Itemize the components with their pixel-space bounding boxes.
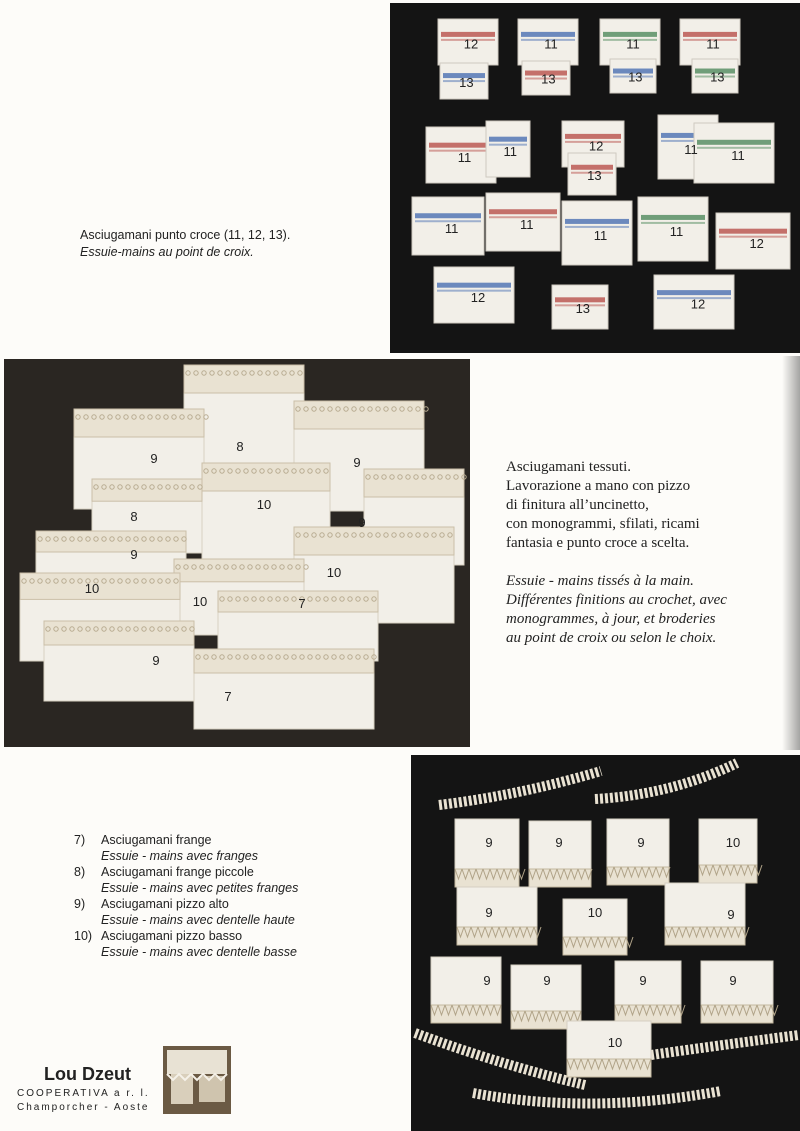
towel-number-label: 9: [555, 835, 563, 850]
towel-number-label: 11: [457, 149, 472, 165]
caption-cross-stitch: [80, 227, 290, 261]
cross-stitch-band: [697, 140, 771, 145]
brand-line-2: Champorcher - Aoste: [17, 1102, 150, 1113]
towel-number-label: 11: [519, 216, 534, 232]
brand-line-1: COOPERATIVA a r. l.: [17, 1088, 150, 1099]
towel-number-label: 11: [706, 36, 720, 52]
cross-stitch-band: [429, 143, 493, 148]
towel-number-label: 11: [544, 36, 558, 52]
caption-woven-fr-line: Différentes finitions au crochet, avec: [506, 592, 727, 608]
caption-cross-stitch-fr: Essuie-mains au point de croix.: [80, 245, 254, 259]
towel-number-label: 13: [575, 301, 591, 317]
lace-edge: [457, 927, 537, 945]
towel-number-label: 10: [84, 581, 100, 596]
crochet-lace-border: [174, 559, 304, 582]
list-item-it: Asciugamani frange piccole: [101, 865, 254, 879]
caption-woven-it-line: Asciugamani tessuti.: [506, 459, 631, 475]
towel-number-label: 10: [607, 1035, 623, 1050]
list-item: [74, 864, 298, 880]
towel-number-label: 11: [444, 220, 459, 236]
towel-number-label: 12: [470, 289, 486, 305]
towel-number-label: 9: [485, 905, 493, 920]
caption-woven-it-line: di finitura all’uncinetto,: [506, 497, 649, 513]
crochet-lace-border: [74, 409, 204, 437]
photo-cross-stitch-graphic: [390, 3, 800, 353]
list-item-number: 9): [74, 897, 86, 911]
cross-stitch-band: [489, 137, 527, 142]
list-item: [74, 928, 298, 944]
list-item-it: Asciugamani frange: [101, 833, 212, 847]
towel-number-label: 9: [727, 907, 735, 922]
photo-lace-towels: [411, 755, 800, 1131]
towel-number-label: 10: [725, 835, 741, 850]
crochet-lace-border: [364, 469, 464, 497]
cross-stitch-band: [719, 229, 787, 234]
towel-number-label: 9: [729, 973, 737, 988]
towel-number-label: 12: [463, 36, 479, 52]
cross-stitch-band: [489, 209, 557, 214]
crochet-lace-border: [184, 365, 304, 393]
caption-cross-stitch-it: Asciugamani punto croce (11, 12, 13).: [80, 228, 291, 242]
list-item-number: 8): [74, 865, 86, 879]
towel-number-label: 9: [353, 455, 361, 470]
towel-number-label: 8: [236, 439, 244, 454]
towel-number-label: 13: [710, 69, 725, 85]
towel-number-label: 9: [485, 835, 493, 850]
caption-woven-it-line: con monogrammi, sfilati, ricami: [506, 516, 700, 532]
caption-woven: [506, 458, 727, 648]
towel-number-label: 8: [130, 509, 138, 524]
towel-number-label: 7: [298, 596, 306, 611]
cross-stitch-band: [641, 215, 705, 220]
towel-number-label: 11: [669, 224, 684, 240]
towel-number-label: 9: [358, 515, 366, 530]
list-item-fr: Essuie - mains avec dentelle basse: [101, 945, 297, 959]
cross-stitch-band: [415, 213, 481, 218]
photo-cross-stitch-towels: [390, 3, 800, 353]
towel-number-label: 9: [543, 973, 551, 988]
photo-lace-towels-graphic: [411, 755, 800, 1131]
towel-number-label: 10: [587, 905, 603, 920]
caption-woven-fr-line: Essuie - mains tissés à la main.: [506, 573, 694, 589]
list-item-fr: Essuie - mains avec dentelle haute: [101, 913, 295, 927]
towel-number-label: 13: [587, 168, 602, 184]
cross-stitch-band: [565, 219, 629, 224]
list-item-fr: Essuie - mains avec petites franges: [101, 881, 299, 895]
towel-number-label: 11: [684, 142, 698, 158]
cross-stitch-band: [657, 290, 731, 295]
crochet-lace-border: [202, 463, 330, 491]
list-item-it: Asciugamani pizzo basso: [101, 929, 243, 943]
towel-number-label: 12: [690, 296, 706, 312]
list-item-fr: Essuie - mains avec franges: [101, 849, 259, 863]
towel-number-label: 9: [483, 973, 491, 988]
cross-stitch-band: [437, 283, 511, 288]
crochet-lace-border: [294, 527, 454, 555]
towel-number-label: 11: [593, 228, 608, 244]
caption-woven-fr-line: au point de croix ou selon le choix.: [506, 630, 717, 646]
photo-woven-towels: [4, 359, 470, 747]
towel-number-label: 11: [626, 36, 640, 52]
towel-number-label: 7: [224, 689, 232, 704]
photo-woven-towels-graphic: [4, 359, 470, 747]
brand-block: [17, 1064, 150, 1113]
crochet-lace-border: [92, 479, 202, 501]
crochet-lace-border: [294, 401, 424, 429]
towel-type-list: [74, 832, 298, 960]
towel-number-label: 9: [639, 973, 647, 988]
lace-edge: [665, 927, 745, 945]
crochet-lace-border: [194, 649, 374, 673]
towel-number-label: 13: [628, 69, 643, 85]
brand-name: Lou Dzeut: [44, 1064, 131, 1084]
towel-number-label: 10: [256, 497, 272, 512]
brand-logo-photo: [163, 1046, 231, 1114]
caption-woven-it: [506, 458, 727, 553]
page-fold-shadow: [782, 356, 800, 750]
towel-number-label: 10: [326, 565, 342, 580]
towel-number-label: 9: [130, 547, 138, 562]
towel-number-label: 12: [749, 235, 764, 251]
crochet-lace-border: [20, 573, 180, 599]
brand-logo-graphic: [163, 1046, 231, 1114]
list-item: [74, 832, 298, 848]
caption-woven-fr: [506, 572, 727, 648]
towel-number-label: 9: [150, 451, 158, 466]
caption-woven-it-line: Lavorazione a mano con pizzo: [506, 478, 691, 494]
towel-number-label: 9: [637, 835, 645, 850]
caption-woven-it-line: fantasia e punto croce a scelta.: [506, 535, 690, 551]
towel-number-label: 9: [152, 653, 160, 668]
towel-number-label: 11: [731, 148, 745, 163]
list-item: [74, 896, 298, 912]
towel-number-label: 11: [503, 143, 517, 159]
towel-number-label: 10: [192, 594, 208, 609]
towel-number-label: 13: [541, 71, 556, 87]
list-item-it: Asciugamani pizzo alto: [101, 897, 229, 911]
towel-number-label: 13: [459, 74, 474, 90]
list-item-number: 7): [74, 833, 86, 847]
towel-number-label: 12: [588, 138, 604, 154]
crochet-lace-border: [44, 621, 194, 645]
caption-woven-fr-line: monogrammes, à jour, et broderies: [506, 611, 716, 627]
list-item-number: 10): [74, 929, 93, 943]
